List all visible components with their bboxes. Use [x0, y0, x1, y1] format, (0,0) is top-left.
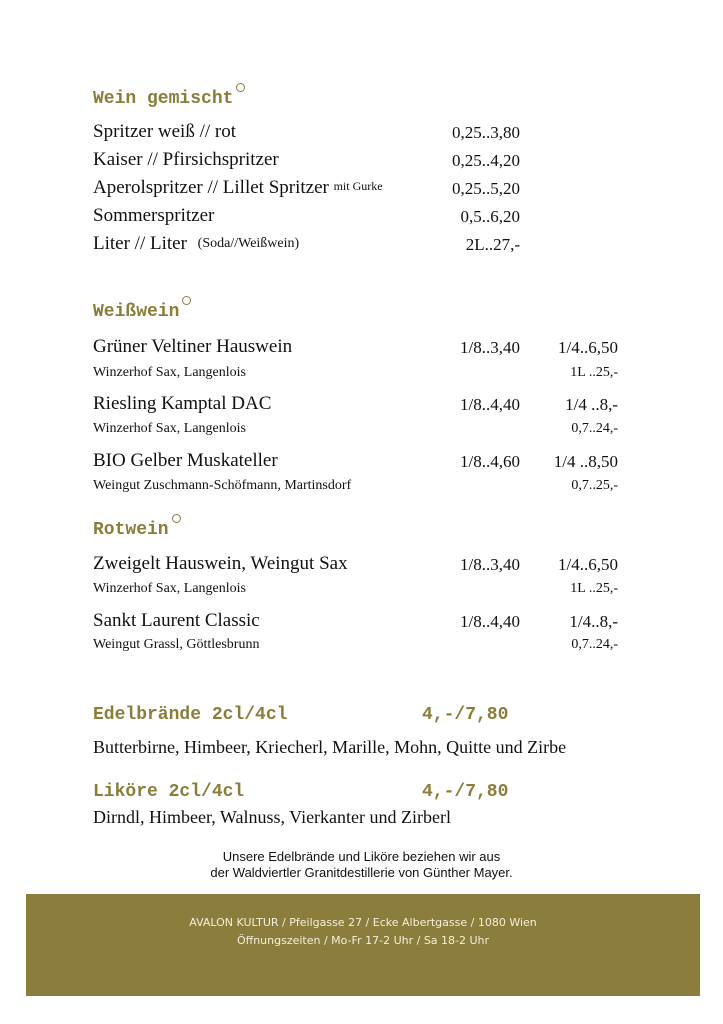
price-bottle: 1L ..25,-	[570, 365, 618, 380]
section-heading-rotwein	[93, 520, 181, 540]
price-quarter: 1/4 ..8,50	[553, 452, 618, 471]
section-price-likoere: 4,-/7,80	[422, 782, 509, 802]
item-note: mit Gurke	[333, 179, 383, 193]
price-quarter: 1/4..6,50	[558, 555, 618, 574]
price-quarter: 1/4 ..8,-	[565, 395, 618, 414]
section-price-edelbraende: 4,-/7,80	[422, 705, 509, 725]
item-price: 0,25..4,20	[452, 151, 520, 170]
menu-item	[93, 149, 279, 171]
price-eighth: 1/8..4,40	[460, 612, 520, 631]
item-price: 2L..27,-	[465, 235, 520, 254]
price-eighth: 1/8..3,40	[460, 338, 520, 357]
wine-producer: Weingut Zuschmann-Schöfmann, Martinsdorf	[93, 478, 352, 493]
item-name: Aperolspritzer // Lillet Spritzer	[93, 177, 329, 198]
menu-item	[93, 205, 214, 227]
item-name: Kaiser // Pfirsichspritzer	[93, 149, 279, 170]
wine-name: Riesling Kamptal DAC	[93, 393, 272, 414]
heading-text: Rotwein	[93, 520, 169, 540]
item-price: 0,25..3,80	[452, 123, 520, 142]
edelbraende-list: Butterbirne, Himbeer, Kriecherl, Marille, Mohn, Quitte und Zirbe	[93, 737, 567, 757]
item-price: 0,25..5,20	[452, 179, 520, 198]
wine-producer: Weingut Grassl, Göttlesbrunn	[93, 637, 260, 652]
section-heading-weisswein	[93, 302, 191, 322]
price-bottle: 0,7..24,-	[571, 421, 618, 436]
item-name: Spritzer weiß // rot	[93, 121, 236, 142]
menu-item	[93, 233, 299, 255]
wine-producer: Winzerhof Sax, Langenlois	[93, 365, 247, 380]
price-eighth: 1/8..4,40	[460, 395, 520, 414]
footer-hours: Öffnungszeiten / Mo-Fr 17-2 Uhr / Sa 18-2 Uhr	[236, 934, 490, 947]
degree-icon	[172, 514, 181, 523]
likoere-list: Dirndl, Himbeer, Walnuss, Vierkanter und Zirberl	[93, 807, 451, 827]
heading-text: Weißwein	[93, 302, 180, 322]
price-eighth: 1/8..4,60	[460, 452, 520, 471]
section-heading-wein-gemischt	[93, 89, 245, 109]
degree-icon	[236, 83, 245, 92]
price-eighth: 1/8..3,40	[460, 555, 520, 574]
section-heading-likoere: Liköre 2cl/4cl	[93, 782, 245, 802]
item-note: (Soda//Weißwein)	[197, 236, 300, 251]
price-bottle: 0,7..24,-	[571, 637, 618, 652]
heading-text: Wein gemischt	[93, 89, 234, 109]
item-name: Liter // Liter	[93, 233, 187, 254]
wine-producer: Winzerhof Sax, Langenlois	[93, 421, 247, 436]
wine-producer: Winzerhof Sax, Langenlois	[93, 581, 247, 596]
degree-icon	[182, 296, 191, 305]
supplier-note-line1: Unsere Edelbrände und Liköre beziehen wir aus	[222, 849, 501, 864]
price-quarter: 1/4..6,50	[558, 338, 618, 357]
price-bottle: 0,7..25,-	[571, 478, 618, 493]
price-quarter: 1/4..8,-	[569, 612, 618, 631]
price-bottle: 1L ..25,-	[570, 581, 618, 596]
menu-item	[93, 121, 236, 143]
item-name: Sommerspritzer	[93, 205, 215, 226]
menu-item	[93, 177, 383, 199]
footer-address: AVALON KULTUR / Pfeilgasse 27 / Ecke Albertgasse / 1080 Wien	[189, 916, 537, 929]
supplier-note-line2: der Waldviertler Granitdestillerie von Günther Mayer.	[210, 865, 513, 880]
wine-name: Sankt Laurent Classic	[93, 610, 260, 631]
wine-name: Grüner Veltiner Hauswein	[93, 336, 293, 357]
wine-name: Zweigelt Hauswein, Weingut Sax	[93, 553, 348, 574]
item-price: 0,5..6,20	[460, 207, 520, 226]
footer-bar	[26, 894, 700, 996]
section-heading-edelbraende: Edelbrände 2cl/4cl	[93, 705, 288, 725]
wine-name: BIO Gelber Muskateller	[93, 450, 278, 471]
